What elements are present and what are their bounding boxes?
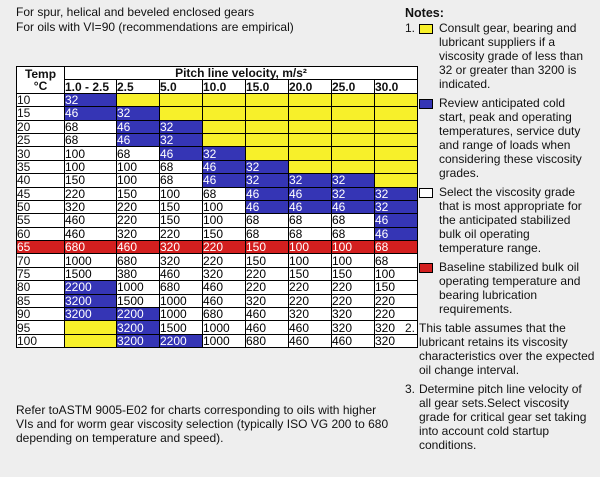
temp-cell: 100 — [17, 334, 65, 347]
legend-text: Select the viscosity grade that is most appropriate for the anticipated stabilized bulk oil operating temperature range. — [439, 185, 582, 255]
viscosity-cell: 150 — [246, 254, 289, 267]
viscosity-cell: 32 — [375, 187, 418, 200]
viscosity-cell: 1500 — [65, 267, 117, 280]
temp-cell: 90 — [17, 308, 65, 321]
intro-line-1: For spur, helical and beveled enclosed gears — [16, 5, 255, 19]
table-row — [17, 267, 418, 280]
red-swatch-icon — [419, 263, 433, 273]
note-3 — [405, 382, 595, 452]
viscosity-cell: 68 — [289, 227, 332, 240]
viscosity-cell — [332, 120, 375, 133]
viscosity-cell: 46 — [375, 214, 418, 227]
velocity-band-header: 5.0 — [160, 80, 203, 93]
viscosity-cell — [332, 147, 375, 160]
viscosity-cell: 46 — [375, 227, 418, 240]
temp-cell: 15 — [17, 107, 65, 120]
table-row — [17, 133, 418, 146]
temp-cell: 65 — [17, 241, 65, 254]
viscosity-cell: 46 — [289, 200, 332, 213]
viscosity-cell: 32 — [203, 147, 246, 160]
table-row — [17, 334, 418, 347]
viscosity-cell: 68 — [332, 214, 375, 227]
viscosity-cell: 320 — [65, 200, 117, 213]
viscosity-cell: 320 — [160, 241, 203, 254]
notes-heading: Notes: — [405, 6, 444, 20]
legend-text: Baseline stabilized bulk oil operating temperature and bearing lubrication requirements. — [439, 260, 581, 316]
viscosity-cell: 1500 — [117, 294, 160, 307]
viscosity-cell: 68 — [332, 227, 375, 240]
viscosity-cell: 680 — [117, 254, 160, 267]
viscosity-cell: 320 — [332, 308, 375, 321]
viscosity-cell: 46 — [160, 147, 203, 160]
viscosity-cell — [65, 334, 117, 347]
yellow-swatch-icon — [419, 24, 433, 34]
viscosity-cell: 460 — [160, 267, 203, 280]
viscosity-cell: 68 — [117, 147, 160, 160]
viscosity-cell: 220 — [246, 281, 289, 294]
viscosity-cell: 32 — [246, 174, 289, 187]
viscosity-table — [16, 66, 418, 348]
viscosity-cell: 46 — [203, 160, 246, 173]
viscosity-cell: 320 — [203, 267, 246, 280]
viscosity-cell: 680 — [65, 241, 117, 254]
viscosity-cell — [160, 93, 203, 106]
temp-cell: 20 — [17, 120, 65, 133]
viscosity-cell: 1000 — [160, 294, 203, 307]
viscosity-cell: 46 — [203, 174, 246, 187]
viscosity-cell: 32 — [65, 93, 117, 106]
table-row — [17, 107, 418, 120]
viscosity-cell: 46 — [332, 200, 375, 213]
viscosity-cell: 32 — [246, 160, 289, 173]
viscosity-cell: 3200 — [117, 321, 160, 334]
blue-swatch-icon — [419, 99, 433, 109]
temp-cell: 35 — [17, 160, 65, 173]
temp-cell: 55 — [17, 214, 65, 227]
table-row — [17, 241, 418, 254]
viscosity-cell: 460 — [246, 308, 289, 321]
viscosity-cell: 3200 — [117, 334, 160, 347]
note-3-text: Determine pitch line velocity of all gear sets.Select viscosity grade for critical gear set taking into account cold startup conditions. — [419, 382, 587, 452]
temp-cell: 25 — [17, 133, 65, 146]
temp-cell: 60 — [17, 227, 65, 240]
viscosity-cell: 150 — [375, 281, 418, 294]
viscosity-cell — [160, 107, 203, 120]
viscosity-cell: 460 — [289, 334, 332, 347]
viscosity-cell: 68 — [160, 160, 203, 173]
viscosity-cell: 220 — [117, 200, 160, 213]
viscosity-cell — [332, 133, 375, 146]
velocity-bands-row — [17, 80, 418, 93]
viscosity-cell — [246, 120, 289, 133]
viscosity-cell: 100 — [332, 241, 375, 254]
viscosity-cell: 320 — [289, 308, 332, 321]
viscosity-cell: 220 — [332, 294, 375, 307]
viscosity-cell: 150 — [65, 174, 117, 187]
velocity-band-header: 20.0 — [289, 80, 332, 93]
temp-unit-label: °C — [33, 78, 48, 93]
color-legend — [405, 21, 595, 316]
viscosity-cell: 460 — [289, 321, 332, 334]
viscosity-cell — [203, 133, 246, 146]
viscosity-cell: 220 — [203, 241, 246, 254]
viscosity-cell: 68 — [375, 241, 418, 254]
viscosity-cell — [332, 93, 375, 106]
white-swatch-icon — [419, 188, 433, 198]
legend-item-blue — [419, 96, 595, 180]
table-row — [17, 93, 418, 106]
temp-cell: 30 — [17, 147, 65, 160]
viscosity-cell: 100 — [65, 160, 117, 173]
viscosity-cell: 68 — [375, 254, 418, 267]
velocity-band-header: 30.0 — [375, 80, 418, 93]
viscosity-cell — [203, 120, 246, 133]
velocity-band-header: 2.5 — [117, 80, 160, 93]
viscosity-cell: 32 — [332, 187, 375, 200]
viscosity-cell: 100 — [289, 241, 332, 254]
temp-cell: 75 — [17, 267, 65, 280]
legend-item-yellow — [419, 21, 595, 91]
viscosity-cell: 320 — [246, 294, 289, 307]
viscosity-cell: 100 — [117, 174, 160, 187]
viscosity-cell: 100 — [203, 214, 246, 227]
viscosity-cell: 2200 — [160, 334, 203, 347]
viscosity-cell: 220 — [289, 281, 332, 294]
viscosity-cell: 320 — [375, 334, 418, 347]
viscosity-cell: 220 — [332, 281, 375, 294]
viscosity-cell: 3200 — [65, 294, 117, 307]
viscosity-cell: 680 — [160, 281, 203, 294]
viscosity-cell: 150 — [117, 187, 160, 200]
viscosity-cell: 32 — [117, 107, 160, 120]
legend-text: Consult gear, bearing and lubricant suppliers if a viscosity grade of less than 32 or greater than 3200 is indicated. — [439, 21, 584, 91]
note-2-number: 2. — [405, 321, 416, 335]
table-row — [17, 294, 418, 307]
viscosity-cell — [289, 133, 332, 146]
viscosity-cell: 68 — [65, 133, 117, 146]
velocity-band-header: 25.0 — [332, 80, 375, 93]
viscosity-cell: 46 — [117, 120, 160, 133]
temp-cell: 50 — [17, 200, 65, 213]
table-row — [17, 214, 418, 227]
notes-panel — [405, 6, 595, 452]
viscosity-cell: 2200 — [65, 281, 117, 294]
viscosity-cell: 150 — [246, 241, 289, 254]
viscosity-cell — [289, 160, 332, 173]
viscosity-cell: 460 — [203, 294, 246, 307]
viscosity-cell: 3200 — [65, 308, 117, 321]
viscosity-cell: 68 — [160, 174, 203, 187]
viscosity-cell: 46 — [289, 187, 332, 200]
viscosity-table-body — [17, 93, 418, 347]
viscosity-cell: 320 — [160, 254, 203, 267]
viscosity-cell: 32 — [160, 120, 203, 133]
viscosity-cell: 1500 — [160, 321, 203, 334]
viscosity-cell — [203, 93, 246, 106]
viscosity-cell — [332, 107, 375, 120]
viscosity-cell: 68 — [246, 227, 289, 240]
viscosity-cell: 1000 — [117, 281, 160, 294]
legend-text: Review anticipated cold start, peak and operating temperatures, service duty and range of loads when considering these viscosity grades. — [439, 96, 582, 180]
viscosity-cell: 100 — [117, 160, 160, 173]
viscosity-cell: 46 — [246, 200, 289, 213]
temp-cell: 80 — [17, 281, 65, 294]
viscosity-cell: 150 — [160, 200, 203, 213]
velocity-header: Pitch line velocity, m/s² — [65, 67, 418, 80]
note-1-number: 1. — [405, 21, 416, 35]
table-row — [17, 120, 418, 133]
viscosity-cell: 460 — [65, 214, 117, 227]
temp-header-label: Temp — [24, 66, 57, 81]
table-row — [17, 147, 418, 160]
viscosity-cell: 380 — [117, 267, 160, 280]
table-row — [17, 254, 418, 267]
viscosity-cell: 46 — [65, 107, 117, 120]
viscosity-cell — [117, 93, 160, 106]
viscosity-cell: 150 — [289, 267, 332, 280]
legend-item-red — [419, 260, 595, 316]
temp-cell: 85 — [17, 294, 65, 307]
viscosity-cell: 1000 — [203, 334, 246, 347]
intro-line-2: For oils with VI=90 (recommendations are empirical) — [16, 20, 294, 34]
table-row — [17, 308, 418, 321]
viscosity-cell: 220 — [289, 294, 332, 307]
viscosity-cell — [332, 160, 375, 173]
viscosity-cell: 220 — [246, 267, 289, 280]
viscosity-cell: 100 — [65, 147, 117, 160]
viscosity-cell: 220 — [203, 254, 246, 267]
viscosity-cell: 100 — [332, 254, 375, 267]
table-row — [17, 281, 418, 294]
viscosity-cell: 150 — [160, 214, 203, 227]
viscosity-cell: 100 — [289, 254, 332, 267]
viscosity-cell — [289, 120, 332, 133]
table-row — [17, 187, 418, 200]
viscosity-cell: 220 — [117, 214, 160, 227]
viscosity-cell — [65, 321, 117, 334]
viscosity-cell: 220 — [65, 187, 117, 200]
viscosity-cell: 1000 — [203, 321, 246, 334]
viscosity-cell — [246, 93, 289, 106]
reference-note: Refer toASTM 9005-E02 for charts corresponding to oils with higher VIs and for worm gear viscosity selection (typically ISO VG 200 to 680 depending on temperature and speed). — [16, 403, 389, 445]
temp-cell: 95 — [17, 321, 65, 334]
temp-cell: 45 — [17, 187, 65, 200]
velocity-band-header: 10.0 — [203, 80, 246, 93]
viscosity-cell: 100 — [203, 200, 246, 213]
viscosity-cell: 32 — [160, 133, 203, 146]
viscosity-cell — [289, 107, 332, 120]
viscosity-cell: 220 — [375, 294, 418, 307]
viscosity-cell — [246, 147, 289, 160]
viscosity-cell: 460 — [246, 321, 289, 334]
viscosity-cell: 460 — [65, 227, 117, 240]
viscosity-cell: 100 — [160, 187, 203, 200]
viscosity-cell: 100 — [375, 267, 418, 280]
viscosity-cell: 680 — [246, 334, 289, 347]
temp-cell: 10 — [17, 93, 65, 106]
viscosity-cell: 1000 — [160, 308, 203, 321]
viscosity-cell: 220 — [375, 308, 418, 321]
viscosity-cell: 32 — [289, 174, 332, 187]
velocity-band-header: 1.0 - 2.5 — [65, 80, 117, 93]
temp-cell: 40 — [17, 174, 65, 187]
viscosity-cell: 46 — [246, 187, 289, 200]
viscosity-cell — [289, 93, 332, 106]
temp-cell: 70 — [17, 254, 65, 267]
viscosity-cell — [289, 147, 332, 160]
viscosity-cell: 32 — [375, 200, 418, 213]
note-2-text: This table assumes that the lubricant retains its viscosity characteristics over the expected oil change interval. — [419, 321, 595, 377]
viscosity-cell: 460 — [332, 334, 375, 347]
viscosity-cell: 1000 — [65, 254, 117, 267]
viscosity-cell: 320 — [375, 321, 418, 334]
viscosity-cell: 32 — [332, 174, 375, 187]
temp-column-header — [17, 67, 65, 94]
viscosity-cell — [246, 107, 289, 120]
viscosity-cell: 320 — [117, 227, 160, 240]
intro-text — [16, 5, 294, 35]
legend-item-white — [419, 185, 595, 255]
table-row — [17, 200, 418, 213]
note-2 — [405, 321, 595, 377]
viscosity-cell — [203, 107, 246, 120]
note-3-number: 3. — [405, 382, 416, 396]
velocity-band-header: 15.0 — [246, 80, 289, 93]
viscosity-cell: 2200 — [117, 308, 160, 321]
viscosity-cell: 460 — [117, 241, 160, 254]
viscosity-cell: 460 — [203, 281, 246, 294]
viscosity-cell: 680 — [203, 308, 246, 321]
viscosity-cell: 68 — [246, 214, 289, 227]
viscosity-cell: 68 — [203, 187, 246, 200]
table-row — [17, 321, 418, 334]
viscosity-cell: 150 — [203, 227, 246, 240]
viscosity-cell — [246, 133, 289, 146]
viscosity-cell: 320 — [332, 321, 375, 334]
table-row — [17, 227, 418, 240]
viscosity-cell: 68 — [65, 120, 117, 133]
table-row — [17, 174, 418, 187]
viscosity-cell: 46 — [117, 133, 160, 146]
viscosity-cell: 150 — [332, 267, 375, 280]
table-row — [17, 160, 418, 173]
viscosity-cell: 68 — [289, 214, 332, 227]
viscosity-cell: 220 — [160, 227, 203, 240]
